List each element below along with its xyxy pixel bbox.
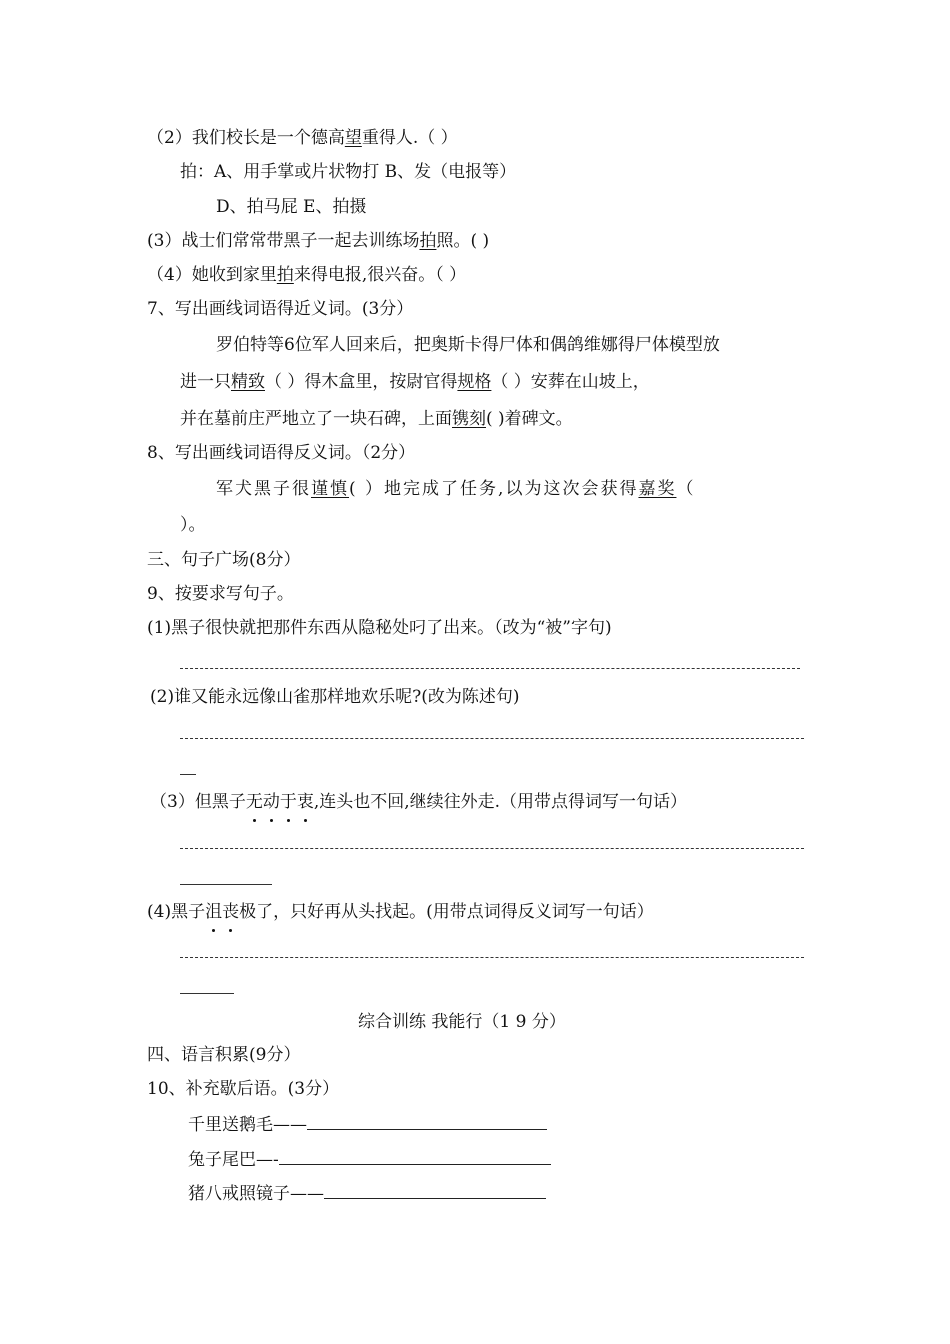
- xiehouyu-3: 猪八戒照镜子——: [188, 1183, 546, 1205]
- xiehouyu-3-blank[interactable]: [324, 1184, 546, 1199]
- sentence-4-prompt: (4)黑子沮丧极了，只好再从头找起。(用带点词得反义词写一句话）: [147, 902, 654, 922]
- section-4-title: 四、语言积累(9分）: [147, 1045, 301, 1065]
- q7-title: 7、写出画线词语得近义词。(3分）: [147, 299, 414, 319]
- pai-definitions-2: D、拍马屁 E、拍摄: [216, 197, 367, 217]
- xiehouyu-2: 兔子尾巴—-: [188, 1149, 551, 1171]
- answer-line-3[interactable]: [180, 848, 804, 849]
- section-3-title: 三、句子广场(8分）: [147, 550, 301, 570]
- q6-item-3: (3）战士们常常带黑子一起去训练场拍照。( ): [147, 231, 490, 251]
- q8-passage-line-2: ）。: [180, 515, 206, 535]
- sentence-2-prompt: (2)谁又能永远像山雀那样地欢乐呢?(改为陈述句): [150, 687, 520, 707]
- answer-line-4[interactable]: [180, 957, 804, 958]
- answer-line-3-tail[interactable]: [180, 884, 272, 885]
- q8-passage-line-1: 军犬黑子很谨慎( ）地完成了任务,以为这次会获得嘉奖（: [216, 479, 696, 499]
- answer-line-2[interactable]: [180, 738, 804, 739]
- answer-line-4-tail[interactable]: [180, 993, 234, 994]
- answer-line-1[interactable]: [180, 668, 800, 669]
- q7-passage-line-2: 进一只精致（ ）得木盒里，按尉官得规格（ ）安葬在山坡上，: [180, 372, 650, 392]
- q6-item-2: （2）我们校长是一个德高望重得人.（ ）: [147, 128, 458, 148]
- q10-title: 10、补充歇后语。(3分）: [147, 1079, 340, 1099]
- q7-passage-line-3: 并在墓前庄严地立了一块石碑，上面镌刻( )着碑文。: [180, 409, 573, 429]
- pai-definitions: 拍：A、用手掌或片状物打 B、发（电报等）: [180, 162, 517, 182]
- q9-title: 9、按要求写句子。: [147, 584, 294, 604]
- q8-title: 8、写出画线词语得反义词。（2分）: [147, 443, 416, 463]
- xiehouyu-1-blank[interactable]: [307, 1115, 547, 1130]
- sentence-3-prompt: （3）但黑子无动于衷,连头也不回,继续往外走.（用带点得词写一句话）: [150, 792, 688, 812]
- q6-item-4: （4）她收到家里拍来得电报,很兴奋。（ ）: [147, 265, 467, 285]
- sentence-1-prompt: (1)黑子很快就把那件东西从隐秘处叼了出来。（改为“被”字句): [147, 618, 612, 638]
- xiehouyu-2-blank[interactable]: [279, 1150, 551, 1165]
- answer-line-2-tail[interactable]: [180, 774, 196, 775]
- q7-passage-line-1: 罗伯特等6位军人回来后，把奥斯卡得尸体和偶鸽维娜得尸体模型放: [216, 335, 720, 355]
- part-2-heading: 综合训练 我能行（1 9 分）: [358, 1012, 566, 1032]
- xiehouyu-1: 千里送鹅毛——: [188, 1114, 547, 1136]
